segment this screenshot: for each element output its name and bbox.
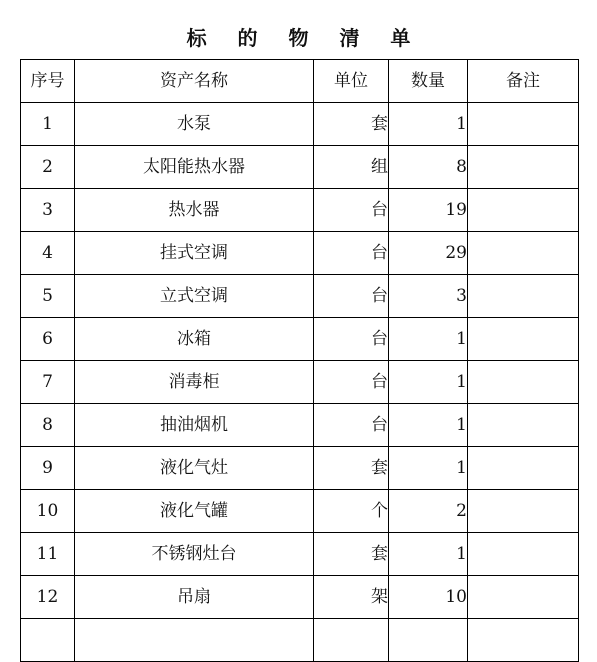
document-title: 标 的 物 清 单 <box>186 26 423 50</box>
cell-asset-name: 消毒柜 <box>75 361 314 404</box>
table-row <box>21 619 579 662</box>
cell-seq: 3 <box>21 189 75 232</box>
table-row <box>21 361 579 404</box>
cell-quantity: 1 <box>389 361 468 404</box>
cell-quantity: 1 <box>389 103 468 146</box>
cell-quantity: 3 <box>389 275 468 318</box>
table-row <box>21 533 579 576</box>
cell-asset-name: 抽油烟机 <box>75 404 314 447</box>
cell-quantity: 1 <box>389 533 468 576</box>
cell-unit: 台 <box>314 404 389 447</box>
cell-seq: 10 <box>21 490 75 533</box>
cell-asset-name: 挂式空调 <box>75 232 314 275</box>
cell-unit <box>314 619 389 662</box>
cell-quantity: 10 <box>389 576 468 619</box>
cell-unit: 套 <box>314 103 389 146</box>
cell-unit: 个 <box>314 490 389 533</box>
cell-remark <box>468 189 579 232</box>
cell-unit: 架 <box>314 576 389 619</box>
cell-remark <box>468 232 579 275</box>
cell-quantity: 1 <box>389 318 468 361</box>
table-row <box>21 490 579 533</box>
cell-unit: 台 <box>314 275 389 318</box>
cell-seq: 7 <box>21 361 75 404</box>
cell-remark <box>468 490 579 533</box>
cell-remark <box>468 447 579 490</box>
cell-unit: 套 <box>314 533 389 576</box>
cell-quantity: 19 <box>389 189 468 232</box>
cell-seq: 12 <box>21 576 75 619</box>
cell-quantity: 1 <box>389 404 468 447</box>
cell-seq: 4 <box>21 232 75 275</box>
cell-remark <box>468 318 579 361</box>
cell-seq: 8 <box>21 404 75 447</box>
table-body <box>21 103 579 662</box>
cell-remark <box>468 146 579 189</box>
cell-asset-name: 液化气灶 <box>75 447 314 490</box>
header-remark: 备注 <box>468 60 579 103</box>
cell-asset-name: 水泵 <box>75 103 314 146</box>
cell-asset-name: 冰箱 <box>75 318 314 361</box>
cell-seq: 6 <box>21 318 75 361</box>
table-row <box>21 146 579 189</box>
cell-remark <box>468 619 579 662</box>
cell-remark <box>468 404 579 447</box>
cell-seq: 9 <box>21 447 75 490</box>
cell-unit: 台 <box>314 189 389 232</box>
table-row <box>21 318 579 361</box>
header-seq: 序号 <box>21 60 75 103</box>
cell-unit: 台 <box>314 361 389 404</box>
table-row <box>21 103 579 146</box>
cell-remark <box>468 275 579 318</box>
cell-remark <box>468 576 579 619</box>
header-unit: 单位 <box>314 60 389 103</box>
cell-remark <box>468 533 579 576</box>
cell-remark <box>468 361 579 404</box>
table-row <box>21 404 579 447</box>
cell-seq: 2 <box>21 146 75 189</box>
cell-asset-name: 液化气罐 <box>75 490 314 533</box>
table-row <box>21 447 579 490</box>
cell-unit: 套 <box>314 447 389 490</box>
cell-remark <box>468 103 579 146</box>
cell-quantity <box>389 619 468 662</box>
cell-quantity: 1 <box>389 447 468 490</box>
table-row <box>21 275 579 318</box>
cell-asset-name: 不锈钢灶台 <box>75 533 314 576</box>
cell-unit: 组 <box>314 146 389 189</box>
cell-seq: 11 <box>21 533 75 576</box>
cell-asset-name: 太阳能热水器 <box>75 146 314 189</box>
cell-seq <box>21 619 75 662</box>
cell-asset-name: 吊扇 <box>75 576 314 619</box>
cell-quantity: 2 <box>389 490 468 533</box>
table-row <box>21 189 579 232</box>
cell-seq: 1 <box>21 103 75 146</box>
header-asset-name: 资产名称 <box>75 60 314 103</box>
header-quantity: 数量 <box>389 60 468 103</box>
cell-asset-name <box>75 619 314 662</box>
cell-asset-name: 热水器 <box>75 189 314 232</box>
table-header-row <box>21 60 579 103</box>
cell-unit: 台 <box>314 318 389 361</box>
cell-unit: 台 <box>314 232 389 275</box>
asset-list-table <box>20 59 579 662</box>
table-row <box>21 232 579 275</box>
table-row <box>21 576 579 619</box>
cell-quantity: 8 <box>389 146 468 189</box>
cell-seq: 5 <box>21 275 75 318</box>
cell-asset-name: 立式空调 <box>75 275 314 318</box>
cell-quantity: 29 <box>389 232 468 275</box>
